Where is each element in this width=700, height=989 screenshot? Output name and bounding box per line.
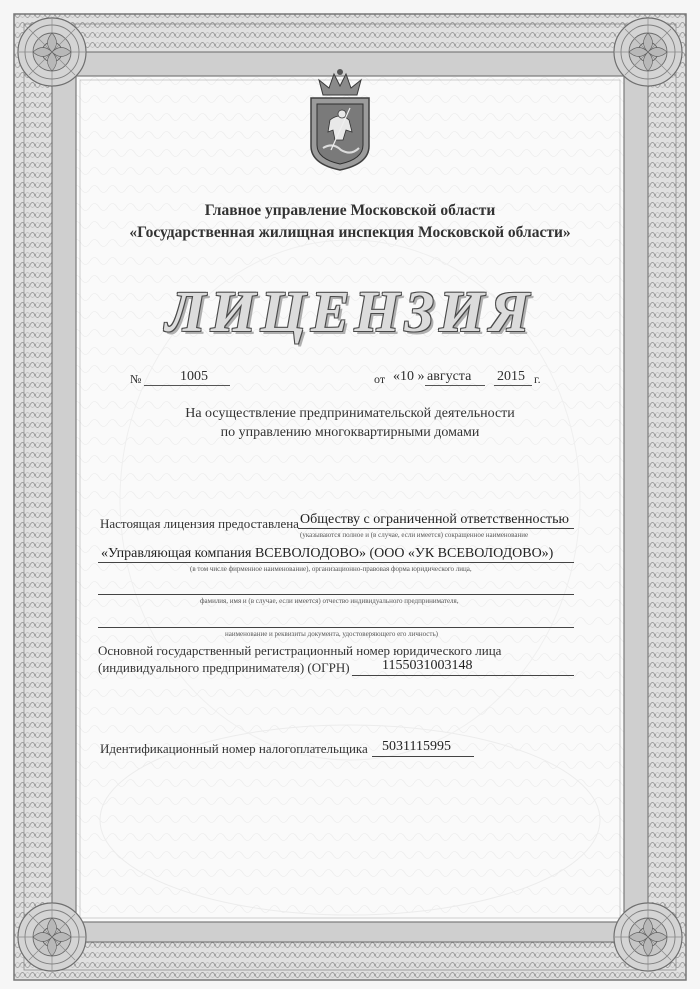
issuer-block <box>0 200 700 244</box>
ogrn-label-line-2: (индивидуального предпринимателя) (ОГРН) <box>98 660 350 675</box>
licensee-value-line-1: Обществу с ограниченной ответственностью <box>300 512 569 527</box>
document-title: ЛИЦЕНЗИЯ <box>165 279 535 344</box>
licensee-label: Настоящая лицензия предоставлена <box>100 516 299 531</box>
licensee-hint-2: (в том числе фирменное наименование), организационно-правовая форма юридического лица, <box>190 565 472 573</box>
licensee-underline-3 <box>98 594 574 595</box>
date-month-underline <box>425 385 485 386</box>
date-prefix: от <box>374 372 386 386</box>
ogrn-underline <box>352 675 574 676</box>
purpose-line-2: по управлению многоквартирными домами <box>220 425 480 440</box>
year-suffix: г. <box>534 372 541 386</box>
ogrn-label-line-1: Основной государственный регистрационный номер юридического лица <box>98 643 502 658</box>
license-date-year: 2015 <box>497 369 525 384</box>
licensee-underline-1 <box>298 528 574 529</box>
licensee-hint-1: (указываются полное и (в случае, если имеется) сокращенное наименование <box>300 531 529 539</box>
licensee-hint-4: наименование и реквизиты документа, удостоверяющего его личность) <box>225 630 438 638</box>
licensee-underline-4 <box>98 627 574 628</box>
inn-label: Идентификационный номер налогоплательщика <box>100 741 368 756</box>
licensee-underline-2 <box>98 562 574 563</box>
license-date-month: августа <box>427 369 472 384</box>
licensee-value-line-2: «Управляющая компания ВСЕВОЛОДОВО» (ООО «УК ВСЕВОЛОДОВО») <box>101 546 554 561</box>
issuer-line-1: Главное управление Московской области <box>204 202 496 219</box>
inn-value: 5031115995 <box>382 739 451 754</box>
licensee-hint-3: фамилия, имя и (в случае, если имеется) отчество индивидуального предпринимателя, <box>200 597 459 605</box>
purpose-line-1: На осуществление предпринимательской деятельности <box>185 406 515 421</box>
issuer-line-2: «Государственная жилищная инспекция Московской области» <box>129 224 571 241</box>
moscow-region-coat-of-arms-icon <box>297 68 383 172</box>
inn-underline <box>372 756 474 757</box>
date-year-underline <box>494 385 532 386</box>
license-number-underline <box>144 385 230 386</box>
ogrn-value: 1155031003148 <box>382 658 473 673</box>
license-date-day: «10 » <box>393 369 425 384</box>
license-purpose <box>0 404 700 442</box>
license-number-sign: № <box>130 372 142 386</box>
license-number: 1005 <box>180 369 208 384</box>
